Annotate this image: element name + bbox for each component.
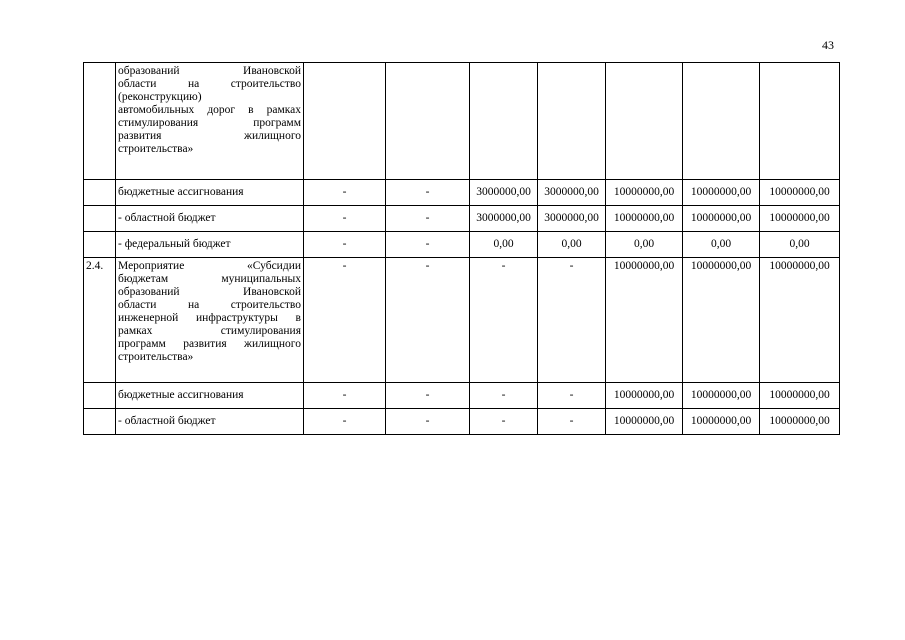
value-cell <box>304 63 386 180</box>
number-cell <box>84 206 116 232</box>
value-cell: - <box>386 409 470 435</box>
table-row-federal-budget <box>84 232 840 258</box>
number-cell <box>84 180 116 206</box>
value-cell <box>470 63 538 180</box>
description-line: стимулирования программ <box>118 117 301 129</box>
value-cell: 10000000,00 <box>683 180 760 206</box>
table-row-item-2-4 <box>84 258 840 383</box>
description-line: образований Ивановской <box>118 286 301 298</box>
value-cell: 3000000,00 <box>538 180 606 206</box>
value-cell: - <box>386 206 470 232</box>
value-cell: 0,00 <box>470 232 538 258</box>
description-line: строительства» <box>118 143 194 155</box>
table-row-budget-allocations <box>84 383 840 409</box>
budget-table <box>83 62 840 435</box>
value-cell: 10000000,00 <box>760 258 840 383</box>
value-cell: - <box>386 383 470 409</box>
value-cell: - <box>304 258 386 383</box>
table-row-regional-budget <box>84 409 840 435</box>
description-line: области на строительство <box>118 78 301 90</box>
table-row-regional-budget <box>84 206 840 232</box>
row-label: бюджетные ассигнования <box>116 180 304 206</box>
value-cell <box>760 63 840 180</box>
description-line: автомобильных дорог в рамках <box>118 104 301 116</box>
value-cell: 10000000,00 <box>606 409 683 435</box>
value-cell: 3000000,00 <box>538 206 606 232</box>
value-cell: - <box>386 258 470 383</box>
row-label: - областной бюджет <box>116 206 304 232</box>
number-cell <box>84 232 116 258</box>
value-cell: - <box>304 206 386 232</box>
value-cell: - <box>470 383 538 409</box>
row-label: - областной бюджет <box>116 409 304 435</box>
row-label: - федеральный бюджет <box>116 232 304 258</box>
value-cell: - <box>538 383 606 409</box>
value-cell: 0,00 <box>606 232 683 258</box>
description-line: образований Ивановской <box>118 65 301 77</box>
page-number: 43 <box>822 38 834 52</box>
item-number: 2.4. <box>84 258 116 383</box>
value-cell <box>683 63 760 180</box>
value-cell: 10000000,00 <box>760 206 840 232</box>
table-row-continued-description <box>84 63 840 180</box>
value-cell: 10000000,00 <box>683 258 760 383</box>
value-cell: - <box>386 180 470 206</box>
value-cell: 10000000,00 <box>760 409 840 435</box>
value-cell: 10000000,00 <box>683 409 760 435</box>
description-line: развития жилищного <box>118 130 301 142</box>
value-cell: 10000000,00 <box>760 383 840 409</box>
value-cell: - <box>470 409 538 435</box>
description-cell <box>116 63 304 180</box>
table-row-budget-allocations <box>84 180 840 206</box>
value-cell: - <box>304 383 386 409</box>
value-cell: 0,00 <box>683 232 760 258</box>
number-cell <box>84 63 116 180</box>
value-cell: 0,00 <box>538 232 606 258</box>
description-line: (реконструкцию) <box>118 91 202 103</box>
value-cell: 10000000,00 <box>683 383 760 409</box>
row-label: бюджетные ассигнования <box>116 383 304 409</box>
description-line: программ развития жилищного <box>118 338 301 350</box>
number-cell <box>84 409 116 435</box>
value-cell: - <box>538 258 606 383</box>
value-cell: 10000000,00 <box>606 206 683 232</box>
description-line: Мероприятие «Субсидии <box>118 260 301 272</box>
description-cell <box>116 258 304 383</box>
value-cell: 3000000,00 <box>470 180 538 206</box>
value-cell: - <box>304 409 386 435</box>
value-cell: 0,00 <box>760 232 840 258</box>
value-cell <box>606 63 683 180</box>
description-line: строительства» <box>118 351 194 363</box>
description-line: инженерной инфраструктуры в <box>118 312 301 324</box>
value-cell <box>538 63 606 180</box>
value-cell: - <box>304 232 386 258</box>
description-line: рамках стимулирования <box>118 325 301 337</box>
value-cell: 10000000,00 <box>606 383 683 409</box>
value-cell: 3000000,00 <box>470 206 538 232</box>
description-line: области на строительство <box>118 299 301 311</box>
description-line: бюджетам муниципальных <box>118 273 301 285</box>
value-cell: 10000000,00 <box>606 180 683 206</box>
value-cell: 10000000,00 <box>683 206 760 232</box>
value-cell: - <box>386 232 470 258</box>
value-cell: - <box>470 258 538 383</box>
value-cell: - <box>304 180 386 206</box>
number-cell <box>84 383 116 409</box>
value-cell: 10000000,00 <box>760 180 840 206</box>
value-cell: - <box>538 409 606 435</box>
value-cell: 10000000,00 <box>606 258 683 383</box>
value-cell <box>386 63 470 180</box>
